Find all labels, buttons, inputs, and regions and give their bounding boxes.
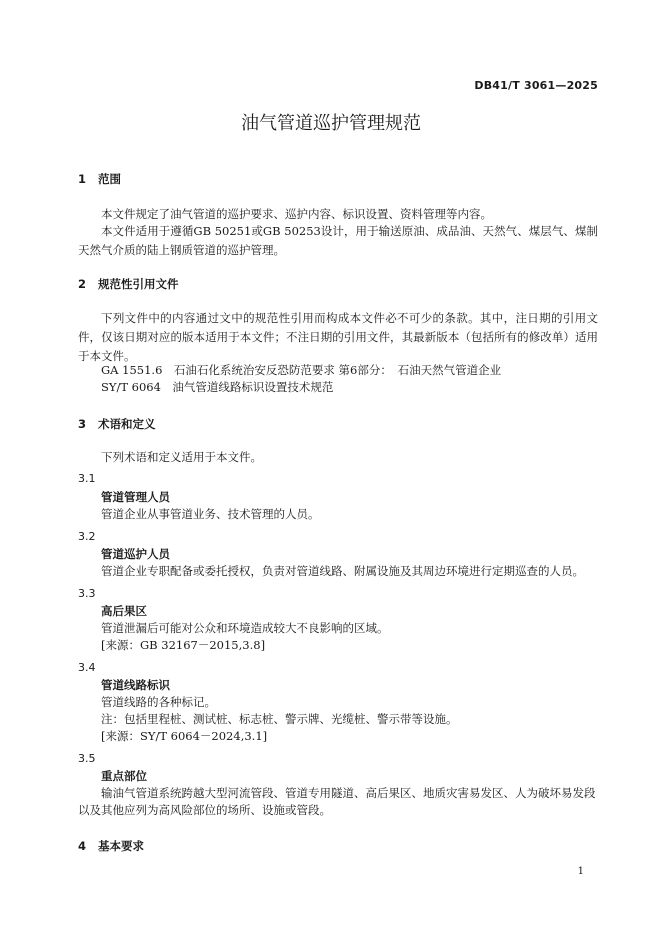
term-source: [来源：SY/T 6064－2024,3.1] (101, 729, 268, 743)
section-title: 基本要求 (98, 839, 144, 853)
section-number: 2 (78, 277, 87, 291)
term-definition: 管道泄漏后可能对公众和环境造成较大不良影响的区域。 (101, 621, 389, 635)
section-2-heading (78, 276, 179, 292)
term-definition: 管道企业从事管道业务、技术管理的人员。 (101, 507, 320, 521)
term-name: 高后果区 (101, 604, 147, 618)
section-title: 术语和定义 (98, 417, 156, 431)
term-name: 管道巡护人员 (101, 547, 170, 561)
term-number: 3.4 (78, 661, 96, 674)
reference-item: SY/T 6064 油气管道线路标识设置技术规范 (101, 380, 334, 394)
term-definition: 输油气管道系统跨越大型河流管段、管道专用隧道、高后果区、地质灾害易发区、人为破坏易发段 (101, 786, 596, 800)
section-1-para-2: 本文件适用于遵循GB 50251或GB 50253设计，用于输送原油、成品油、天然气、煤层气、煤制天然气介质的陆上钢质管道的巡护管理。 (78, 224, 598, 257)
section-title: 范围 (98, 172, 121, 186)
page-number: 1 (577, 866, 584, 877)
term-name: 重点部位 (101, 769, 147, 783)
page-title: 油气管道巡护管理规范 (241, 113, 421, 134)
term-number: 3.3 (78, 587, 96, 600)
section-1-para-1: 本文件规定了油气管道的巡护要求、巡护内容、标识设置、资料管理等内容。 (101, 207, 492, 221)
term-number: 3.1 (78, 472, 96, 485)
term-definition-cont: 以及其他应列为高风险部位的场所、设施或管段。 (78, 803, 331, 817)
term-name: 管道线路标识 (101, 678, 170, 692)
term-note: 注：包括里程桩、测试桩、标志桩、警示牌、光缆桩、警示带等设施。 (101, 712, 458, 726)
term-number: 3.2 (78, 530, 96, 543)
section-3-intro: 下列术语和定义适用于本文件。 (101, 450, 262, 464)
standard-number: DB41/T 3061—2025 (474, 79, 598, 92)
section-number: 1 (78, 172, 87, 186)
section-3-heading (78, 416, 156, 432)
section-number: 4 (78, 839, 87, 853)
section-1-heading (78, 171, 121, 187)
term-definition: 管道企业专职配备或委托授权，负责对管道线路、附属设施及其周边环境进行定期巡查的人员。 (101, 564, 584, 578)
section-2-para-1: 下列文件中的内容通过文中的规范性引用而构成本文件必不可少的条款。其中，注日期的引用文件，仅该日期对应的版本适用于本文件；不注日期的引用文件，其最新版本（包括所有的修改单）适用于本文件。 (78, 311, 598, 363)
section-title: 规范性引用文件 (98, 277, 179, 291)
term-name: 管道管理人员 (101, 490, 170, 504)
section-4-heading (78, 838, 144, 854)
term-source: [来源：GB 32167－2015,3.8] (101, 638, 266, 652)
section-number: 3 (78, 417, 87, 431)
term-definition: 管道线路的各种标记。 (101, 695, 216, 709)
term-number: 3.5 (78, 752, 96, 765)
reference-item: GA 1551.6 石油石化系统治安反恐防范要求 第6部分： 石油天然气管道企业 (101, 363, 502, 377)
